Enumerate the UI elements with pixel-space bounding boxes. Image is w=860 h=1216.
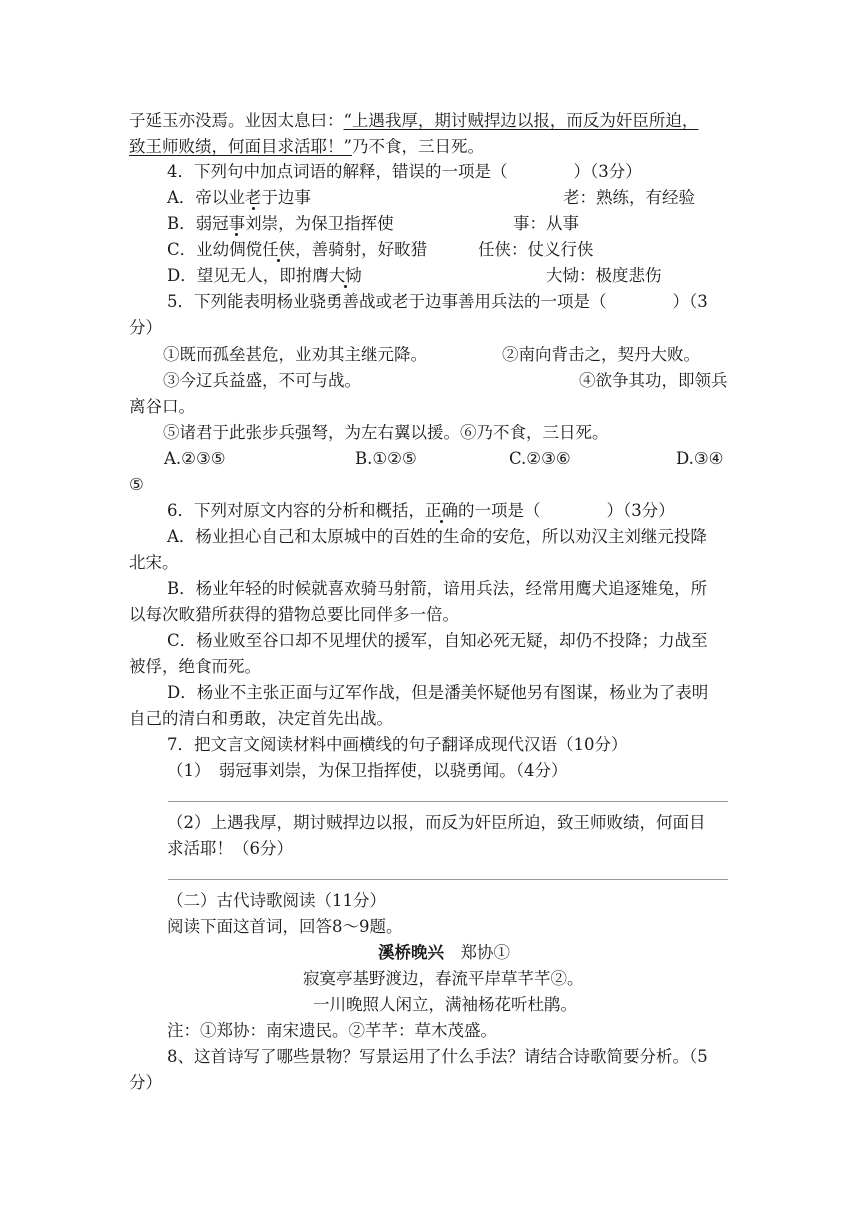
section-heading: （二）古代诗歌阅读（11分） <box>167 891 386 910</box>
poetry-intro: 阅读下面这首词，回答8～9题。 <box>167 917 403 936</box>
question-8-stem: 8、这首诗写了哪些景物？写景运用了什么手法？请结合诗歌简要分析。（5 <box>167 1047 708 1066</box>
poem-heading <box>378 941 510 965</box>
poem-line-1: 寂寞亭基野渡边，春流平岸草芊芊②。 <box>303 969 584 988</box>
poem-author: 郑协① <box>460 943 510 962</box>
q5-item-1: ①既而孤垒甚危，业劝其主继元降。 <box>163 345 427 364</box>
passage-line-1 <box>129 109 698 133</box>
option-text: D．望见无人，即拊膺 <box>167 266 329 285</box>
question-5-stem: 5．下列能表明杨业骁勇善战或老于边事善用兵法的一项是（ ）（3 <box>167 292 708 311</box>
q4-option-b-explanation: 事：从事 <box>513 214 579 233</box>
q6-option-c-cont: 被俘，绝食而死。 <box>129 657 261 676</box>
q4-option-a <box>167 186 311 210</box>
q4-option-d-explanation: 大恸：极度悲伤 <box>546 266 662 285</box>
q5-choice-d: D.③④ <box>676 449 724 468</box>
q5-choice-c: C.②③⑥ <box>509 449 571 468</box>
q4-option-c <box>167 238 427 262</box>
q4-option-c-explanation: 任侠：仗义行侠 <box>478 240 594 259</box>
q7-sentence-2: （2）上遇我厚，期讨贼捍边以报，而反为奸臣所迫，致王师败绩，何面目 <box>167 813 706 832</box>
answer-line-2[interactable] <box>168 879 728 880</box>
dotted-word: 老 <box>244 188 262 207</box>
dotted-word: 任侠 <box>262 240 296 259</box>
question-4-stem: 4．下列句中加点词语的解释，错误的一项是（ ）（3分） <box>167 162 642 181</box>
q5-item-3: ③今辽兵益盛，不可与战。 <box>163 371 361 390</box>
question-7-stem: 7．把文言文阅读材料中画横线的句子翻译成现代汉语（10分） <box>167 735 628 754</box>
q7-sentence-2-cont: 求活耶！（6分） <box>167 839 293 858</box>
q5-item-4: ④欲争其功，即领兵 <box>579 371 728 390</box>
q5-item-2: ②南向背击之，契丹大败。 <box>502 345 700 364</box>
q6-option-d: D．杨业不主张正面与辽军作战，但是潘美怀疑他另有图谋，杨业为了表明 <box>167 683 709 702</box>
option-text: B．弱冠 <box>167 214 229 233</box>
dotted-word: 大恸 <box>328 266 362 285</box>
poem-line-2: 一川晚照人闲立，满袖杨花听杜鹃。 <box>313 995 577 1014</box>
dotted-word: 事 <box>228 214 246 233</box>
q4-option-a-explanation: 老：熟练，有经验 <box>563 188 695 207</box>
question-5-stem-cont: 分） <box>129 318 162 337</box>
question-8-stem-cont: 分） <box>129 1073 162 1092</box>
q6-option-a: A．杨业担心自己和太原城中的百姓的生命的安危，所以劝汉主刘继元投降 <box>167 527 707 546</box>
passage-text: 子延玉亦没焉。业因太息曰： <box>129 111 344 130</box>
passage-line-2 <box>129 135 484 159</box>
passage-text: 乃不食，三日死。 <box>351 137 484 156</box>
option-text: 刘崇，为保卫指挥使 <box>245 214 394 233</box>
answer-line-1[interactable] <box>168 801 728 802</box>
q5-choice-d-cont: ⑤ <box>129 475 144 494</box>
option-text: C．业幼倜傥 <box>167 240 263 259</box>
underlined-sentence: “上遇我厚，期讨贼捍边以报，而反为奸臣所迫， <box>343 111 699 130</box>
q5-item-5-6: ⑤诸君于此张步兵强弩，为左右翼以援。⑥乃不食，三日死。 <box>163 423 609 442</box>
question-6-stem <box>167 499 675 523</box>
q7-sentence-1: （1） 弱冠事刘崇，为保卫指挥使，以骁勇闻。（4分） <box>167 761 568 780</box>
q5-choice-a: A.②③⑤ <box>164 449 226 468</box>
stem-text: 的一项是（ ）（3分） <box>458 501 675 520</box>
q4-option-b <box>167 212 394 236</box>
q6-option-b-cont: 以每次畋猎所获得的猎物总要比同伴多一倍。 <box>129 605 459 624</box>
poem-notes: 注：①郑协：南宋遗民。②芊芊：草木茂盛。 <box>167 1021 497 1040</box>
underlined-sentence: 致王师败绩，何面目求活耶！” <box>129 137 352 156</box>
option-text: A．帝以业 <box>167 188 245 207</box>
q6-option-d-cont: 自己的清白和勇敢，决定首先出战。 <box>129 709 393 728</box>
dotted-word: 正确 <box>425 501 458 520</box>
q5-choice-b: B.①②⑤ <box>355 449 417 468</box>
q6-option-a-cont: 北宋。 <box>129 553 179 572</box>
q6-option-c: C．杨业败至谷口却不见埋伏的援军，自知必死无疑，却仍不投降；力战至 <box>167 631 708 650</box>
option-text: 于边事 <box>261 188 311 207</box>
q6-option-b: B．杨业年轻的时候就喜欢骑马射箭，谙用兵法，经常用鹰犬追逐雉兔，所 <box>167 579 708 598</box>
option-text: ，善骑射，好畋猎 <box>295 240 428 259</box>
stem-text: 6．下列对原文内容的分析和概括， <box>167 501 425 520</box>
q4-option-d <box>167 264 362 288</box>
poem-title: 溪桥晚兴 <box>378 943 444 962</box>
q5-item-4-cont: 离谷口。 <box>129 397 195 416</box>
